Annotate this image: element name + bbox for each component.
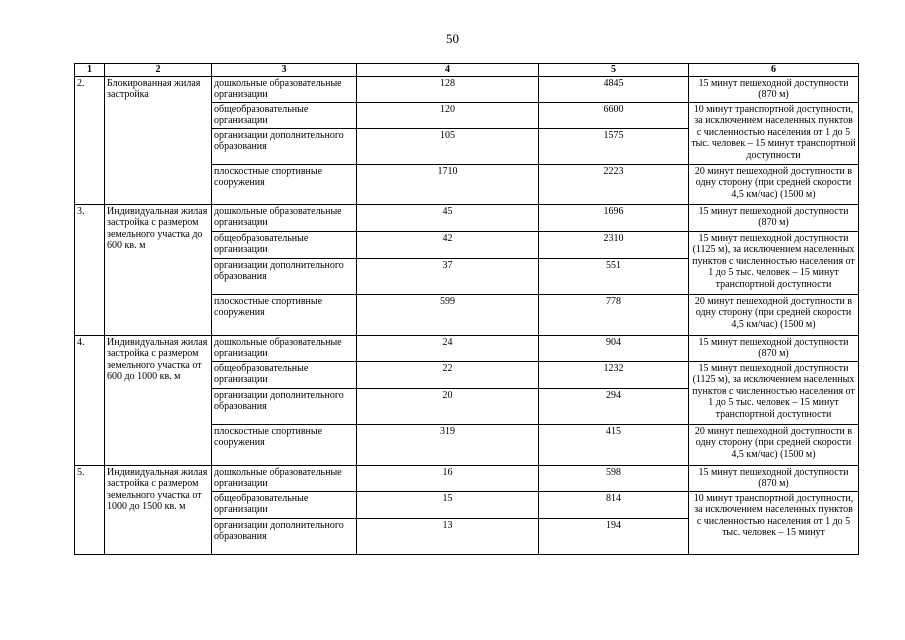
- object-type: общеобразовательные организации: [212, 491, 357, 518]
- value-col4: 128: [357, 76, 539, 102]
- object-type: общеобразовательные организации: [212, 102, 357, 128]
- value-col5: 415: [539, 424, 689, 465]
- zone-name: Индивидуальная жилая застройка с размером земельного участка от 600 до 1000 кв. м: [105, 335, 212, 465]
- value-col5: 1232: [539, 361, 689, 388]
- object-type: дошкольные образовательные организации: [212, 76, 357, 102]
- value-col4: 37: [357, 258, 539, 294]
- value-col4: 42: [357, 231, 539, 258]
- object-type: организации дополнительного образования: [212, 258, 357, 294]
- value-col5: 2223: [539, 164, 689, 204]
- accessibility-text: 15 минут пешеходной доступности (870 м): [689, 76, 859, 102]
- table-row: [75, 335, 859, 361]
- accessibility-text: 10 минут транспортной доступности, за исключением населенных пунктов с численностью населения от 1 до 5 тыс. человек – 15 минут: [689, 491, 859, 554]
- value-col4: 599: [357, 294, 539, 335]
- table-row: [75, 76, 859, 102]
- zone-name: Индивидуальная жилая застройка с размером земельного участка от 1000 до 1500 кв. м: [105, 465, 212, 554]
- page-number: 50: [446, 31, 459, 46]
- section-index: 2.: [75, 76, 105, 204]
- value-col5: 6600: [539, 102, 689, 128]
- value-col4: 16: [357, 465, 539, 491]
- value-col4: 319: [357, 424, 539, 465]
- value-col5: 598: [539, 465, 689, 491]
- accessibility-text: 20 минут пешеходной доступности в одну сторону (при средней скорости 4,5 км/час) (1500 м): [689, 294, 859, 335]
- value-col5: 2310: [539, 231, 689, 258]
- zone-name: Индивидуальная жилая застройка с размером земельного участка до 600 кв. м: [105, 204, 212, 335]
- value-col4: 24: [357, 335, 539, 361]
- accessibility-text: 20 минут пешеходной доступности в одну сторону (при средней скорости 4,5 км/час) (1500 м): [689, 424, 859, 465]
- value-col4: 13: [357, 518, 539, 554]
- header-cell-3: 3: [212, 64, 357, 77]
- table-row: [75, 465, 859, 491]
- value-col5: 1696: [539, 204, 689, 231]
- value-col5: 4845: [539, 76, 689, 102]
- header-cell-5: 5: [539, 64, 689, 77]
- header-cell-2: 2: [105, 64, 212, 77]
- section-index: 3.: [75, 204, 105, 335]
- value-col4: 45: [357, 204, 539, 231]
- value-col4: 15: [357, 491, 539, 518]
- object-type: плоскостные спортивные сооружения: [212, 294, 357, 335]
- accessibility-text: 15 минут пешеходной доступности (870 м): [689, 465, 859, 491]
- value-col4: 120: [357, 102, 539, 128]
- table-row: [75, 204, 859, 231]
- value-col4: 105: [357, 128, 539, 164]
- accessibility-text: 15 минут пешеходной доступности (1125 м), за исключением населенных пунктов с численностью населения от 1 до 5 тыс. человек – 15 минут транспортной доступности: [689, 231, 859, 294]
- object-type: дошкольные образовательные организации: [212, 204, 357, 231]
- object-type: общеобразовательные организации: [212, 361, 357, 388]
- value-col5: 1575: [539, 128, 689, 164]
- object-type: организации дополнительного образования: [212, 518, 357, 554]
- object-type: плоскостные спортивные сооружения: [212, 424, 357, 465]
- section-index: 4.: [75, 335, 105, 465]
- accessibility-text: 15 минут пешеходной доступности (1125 м), за исключением населенных пунктов с численностью населения от 1 до 5 тыс. человек – 15 минут транспортной доступности: [689, 361, 859, 424]
- header-cell-6: 6: [689, 64, 859, 77]
- object-type: общеобразовательные организации: [212, 231, 357, 258]
- accessibility-text: 15 минут пешеходной доступности (870 м): [689, 204, 859, 231]
- standards-table: [74, 63, 859, 555]
- header-cell-1: 1: [75, 64, 105, 77]
- object-type: организации дополнительного образования: [212, 128, 357, 164]
- header-cell-4: 4: [357, 64, 539, 77]
- section-index: 5.: [75, 465, 105, 554]
- accessibility-text: 15 минут пешеходной доступности (870 м): [689, 335, 859, 361]
- value-col5: 551: [539, 258, 689, 294]
- object-type: организации дополнительного образования: [212, 388, 357, 424]
- value-col4: 20: [357, 388, 539, 424]
- object-type: дошкольные образовательные организации: [212, 465, 357, 491]
- value-col4: 22: [357, 361, 539, 388]
- object-type: дошкольные образовательные организации: [212, 335, 357, 361]
- value-col5: 814: [539, 491, 689, 518]
- value-col5: 194: [539, 518, 689, 554]
- zone-name: Блокированная жилая застройка: [105, 76, 212, 204]
- header-row: [75, 64, 859, 77]
- accessibility-text: 10 минут транспортной доступности, за исключением населенных пунктов с численностью населения от 1 до 5 тыс. человек – 15 минут транспортной доступности: [689, 102, 859, 164]
- object-type: плоскостные спортивные сооружения: [212, 164, 357, 204]
- value-col5: 904: [539, 335, 689, 361]
- accessibility-text: 20 минут пешеходной доступности в одну сторону (при средней скорости 4,5 км/час) (1500 м): [689, 164, 859, 204]
- value-col5: 778: [539, 294, 689, 335]
- value-col4: 1710: [357, 164, 539, 204]
- value-col5: 294: [539, 388, 689, 424]
